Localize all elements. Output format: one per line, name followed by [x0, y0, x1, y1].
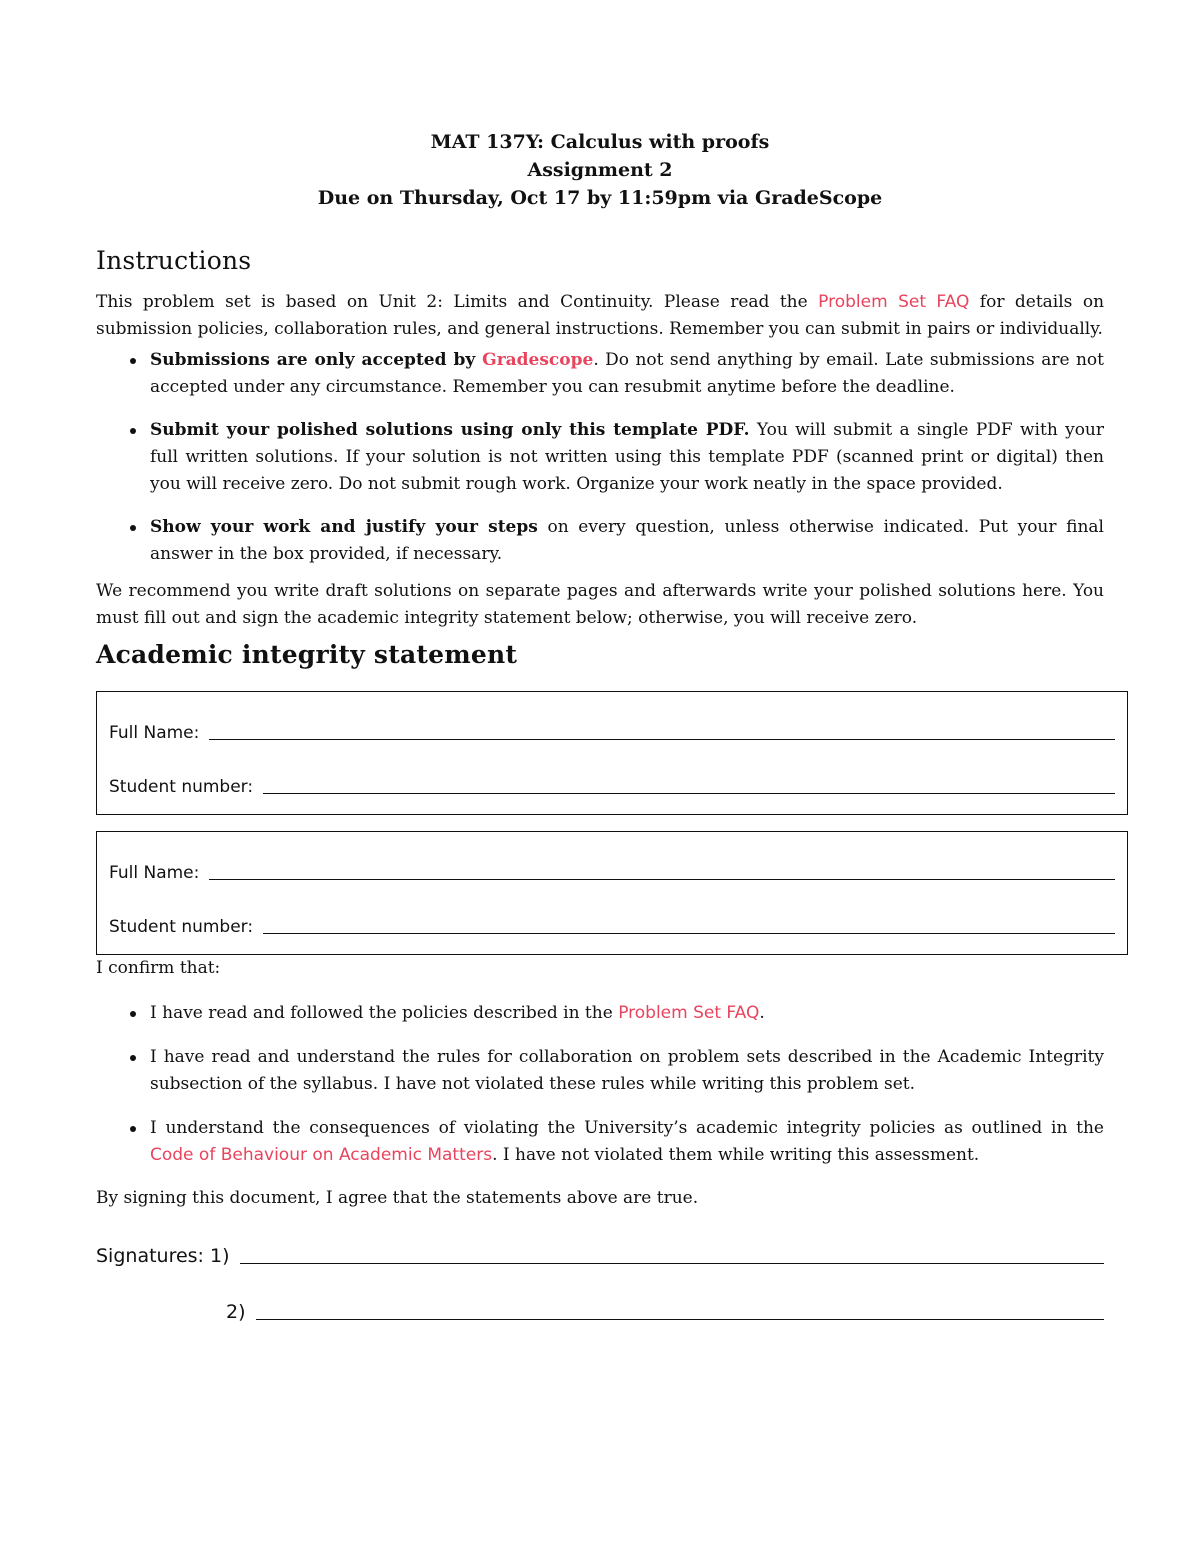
- signature-field-1[interactable]: [96, 1238, 1104, 1268]
- instruction-item-show-work: [128, 514, 1104, 568]
- student-info-box-2: [96, 831, 1128, 955]
- confirm-intro: I confirm that:: [96, 958, 221, 978]
- assignment-title: Assignment 2: [527, 159, 673, 181]
- confirm-item-code: [128, 1115, 1104, 1169]
- problem-set-faq-link-2[interactable]: Problem Set FAQ: [618, 1003, 760, 1023]
- integrity-heading: Academic integrity statement: [96, 640, 518, 669]
- student-number-field-2[interactable]: [109, 908, 1115, 938]
- confirm-text-end: .: [759, 1003, 765, 1023]
- instruction-text: . Do not send anything by email. Late submissions are not accepted under any circumstance. Remember you can resubmit anytime before the deadline.: [150, 350, 1104, 397]
- instruction-text: on every question, unless otherwise indicated. Put your final answer in the box provided, if necessary.: [150, 517, 1104, 564]
- full-name-field-1[interactable]: [109, 714, 1115, 744]
- instructions-list: [96, 347, 1104, 568]
- instructions-closing: We recommend you write draft solutions on separate pages and afterwards write your polished solutions here. You must fill out and sign the academic integrity statement below; otherwise, you will receive zero.: [96, 581, 1104, 628]
- intro-text-2: for details on submission policies, collaboration rules, and general instructions. Remember you can submit in pairs or individually.: [96, 292, 1105, 339]
- full-name-label: Full Name:: [109, 723, 200, 743]
- intro-text-1: This problem set is based on Unit 2: Limits and Continuity. Please read the: [96, 292, 819, 312]
- student-number-line[interactable]: [263, 793, 1115, 794]
- full-name-label: Full Name:: [109, 863, 200, 883]
- confirm-list: [96, 1000, 1104, 1169]
- code-of-behaviour-link[interactable]: Code of Behaviour on Academic Matters: [150, 1145, 493, 1165]
- instructions-heading: Instructions: [96, 246, 252, 275]
- student-number-label: Student number:: [109, 777, 254, 797]
- confirm-text-end: . I have not violated them while writing this assessment.: [492, 1145, 980, 1165]
- student-info-box-1: [96, 691, 1128, 815]
- signature-line-1[interactable]: [240, 1263, 1104, 1264]
- confirm-text: I have read and understand the rules for collaboration on problem sets described in the Academic Integrity subsection of the syllabus. I have not violated these rules while writing this problem set.: [150, 1047, 1104, 1094]
- confirm-item-collaboration: [128, 1044, 1104, 1098]
- instruction-bold: Submissions are only accepted by: [150, 350, 483, 370]
- student-number-field-1[interactable]: [109, 768, 1115, 798]
- signature-line-2[interactable]: [256, 1319, 1104, 1320]
- due-date: Due on Thursday, Oct 17 by 11:59pm via GradeScope: [317, 187, 883, 209]
- full-name-line[interactable]: [209, 739, 1115, 740]
- confirm-item-faq: [128, 1000, 1104, 1027]
- document-header: [96, 128, 1104, 212]
- signature-field-2[interactable]: [96, 1294, 1104, 1324]
- instructions-intro: [96, 289, 1104, 343]
- student-number-label: Student number:: [109, 917, 254, 937]
- signatures-label: Signatures: 1): [96, 1245, 230, 1267]
- confirm-text: I have read and followed the policies described in the: [150, 1003, 619, 1023]
- problem-set-faq-link[interactable]: Problem Set FAQ: [818, 292, 970, 312]
- signature-2-label: 2): [226, 1301, 246, 1323]
- instruction-item-template: [128, 417, 1104, 498]
- instruction-bold: Show your work and justify your steps: [150, 517, 538, 537]
- student-number-line[interactable]: [263, 933, 1115, 934]
- confirm-text: I understand the consequences of violating the University’s academic integrity policies as outlined in the: [150, 1118, 1104, 1138]
- document-page: [96, 128, 1104, 1324]
- course-title: MAT 137Y: Calculus with proofs: [430, 131, 770, 153]
- instruction-item-gradescope: [128, 347, 1104, 401]
- instruction-bold: Submit your polished solutions using only this template PDF.: [150, 420, 750, 440]
- gradescope-link[interactable]: Gradescope: [482, 350, 594, 370]
- full-name-field-2[interactable]: [109, 854, 1115, 884]
- agreement-text: By signing this document, I agree that the statements above are true.: [96, 1188, 699, 1208]
- instruction-text: You will submit a single PDF with your full written solutions. If your solution is not written using this template PDF (scanned print or digital) then you will receive zero. Do not submit rough work. Organize your work neatly in the space provided.: [150, 420, 1105, 494]
- full-name-line[interactable]: [209, 879, 1115, 880]
